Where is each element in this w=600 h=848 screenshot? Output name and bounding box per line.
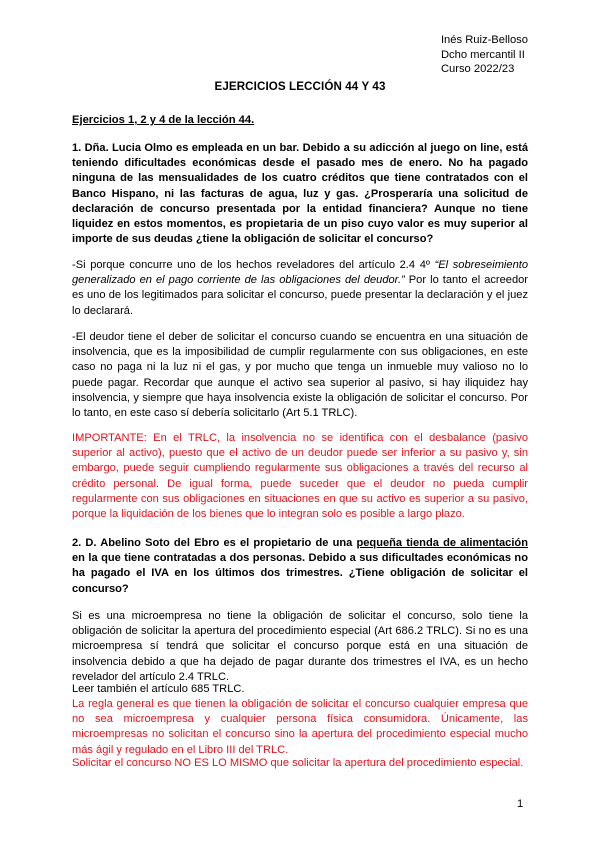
difference-note: Solicitar el concurso NO ES LO MISMO que solicitar la apertura del procedimiento especial. — [72, 757, 524, 769]
question-2-start: 2. D. Abelino Soto del Ebro es el propietario de una — [72, 537, 357, 549]
page-title: EJERCICIOS LECCIÓN 44 Y 43 — [214, 80, 386, 93]
question-2-underlined: pequeña tienda de alimentación — [356, 537, 528, 549]
question-2-end: en la que tiene contratadas a dos personas. Debido a sus dificultades económicas no ha pagado el IVA en los últimos dos trimestres. ¿Tiene obligación de solicitar el concurso? — [72, 552, 528, 595]
document-header — [441, 33, 528, 77]
answer-1-text-start: -Si porque concurre uno de los hechos reveladores del artículo 2.4 4º — [72, 259, 435, 271]
question-1: 1. Dña. Lucia Olmo es empleada en un bar. Debido a su adicción al juego on line, está teniendo dificultades económicas desde el pasado mes de enero. No ha pagado ninguna de las mensualidades de los cuatro créditos que tiene contratados con el Banco Hispano, ni las facturas de agua, luz y gas. ¿Prosperaría una solicitud de declaración de concurso presentada por la entidad financiera? Aunque no tiene liquidez en estos momentos, es propietaria de un piso cuyo valor es muy superior al importe de sus deudas ¿tiene la obligación de solicitar el concurso? — [72, 142, 528, 246]
answer-1-text-end: Por lo tanto el acreedor es uno de los legitimados para solicitar el concurso, puede presentar la declaración y el juez lo declarará. — [72, 274, 528, 317]
page-number: 1 — [517, 798, 524, 810]
author-name: Inés Ruiz-Belloso — [440, 34, 528, 46]
general-rule-note: La regla general es que tienen la obligación de solicitar el concurso cualquier empresa que no sea microempresa y cualquier persona física consumidora. Únicamente, las microempresas no solicitan el concurso sino la apertura del procedimiento especial mucho más ágil y regulado en el Libro III del TRLC. — [72, 698, 528, 756]
course-year: Curso 2022/23 — [440, 63, 515, 76]
answer-1-paragraph-1 — [72, 258, 528, 319]
section-heading: Ejercicios 1, 2 y 4 de la lección 44. — [72, 114, 255, 126]
question-2 — [72, 536, 528, 597]
subject-name: Dcho mercantil II — [440, 48, 525, 61]
important-note: IMPORTANTE: En el TRLC, la insolvencia no se identifica con el desbalance (pasivo superior al activo), puesto que el activo de un deudor puede ser inferior a su pasivo y, sin embargo, puede seguir cumpliendo regularmente sus obligaciones a través del recurso al crédito personal. De igual forma, puede suceder que el deudor no pueda cumplir regularmente con sus obligaciones en situaciones en que su activo es superior a su pasivo, porque la liquidación de los bienes que lo integran solo es posible a largo plazo. — [72, 432, 528, 521]
answer-2-paragraph-1: Si es una microempresa no tiene la obligación de solicitar el concurso, solo tiene la obligación de solicitar la apertura del procedimiento especial (Art 686.2 TRLC). Si no es una microempresa sí tendrá que solicitar el concurso porque está en una situación de insolvencia debido a que ha dejado de pagar durante dos trimestres el IVA, es un hecho revelador del artículo 2.4 TRLC. — [72, 610, 528, 683]
law-quote: “El sobreseimiento generalizado en el pago corriente de las obligaciones del deudor.” — [72, 259, 528, 287]
answer-1-paragraph-2: -El deudor tiene el deber de solicitar el concurso cuando se encuentra en una situación de insolvencia, que es la imposibilidad de cumplir regularmente con sus obligaciones, en este caso no paga ni la luz ni el gas, y por mucho que tenga un inmueble muy valioso no lo puede pagar. Recordar que aunque el activo sea superior al pasivo, si hay iliquidez hay insolvencia, y siempre que haya insolvencia existe la obligación de solicitar el concurso. Por lo tanto, en este caso sí debería solicitarlo (Art 5.1 TRLC). — [72, 331, 528, 420]
answer-2-paragraph-2: Leer también el artículo 685 TRLC. — [72, 683, 245, 695]
